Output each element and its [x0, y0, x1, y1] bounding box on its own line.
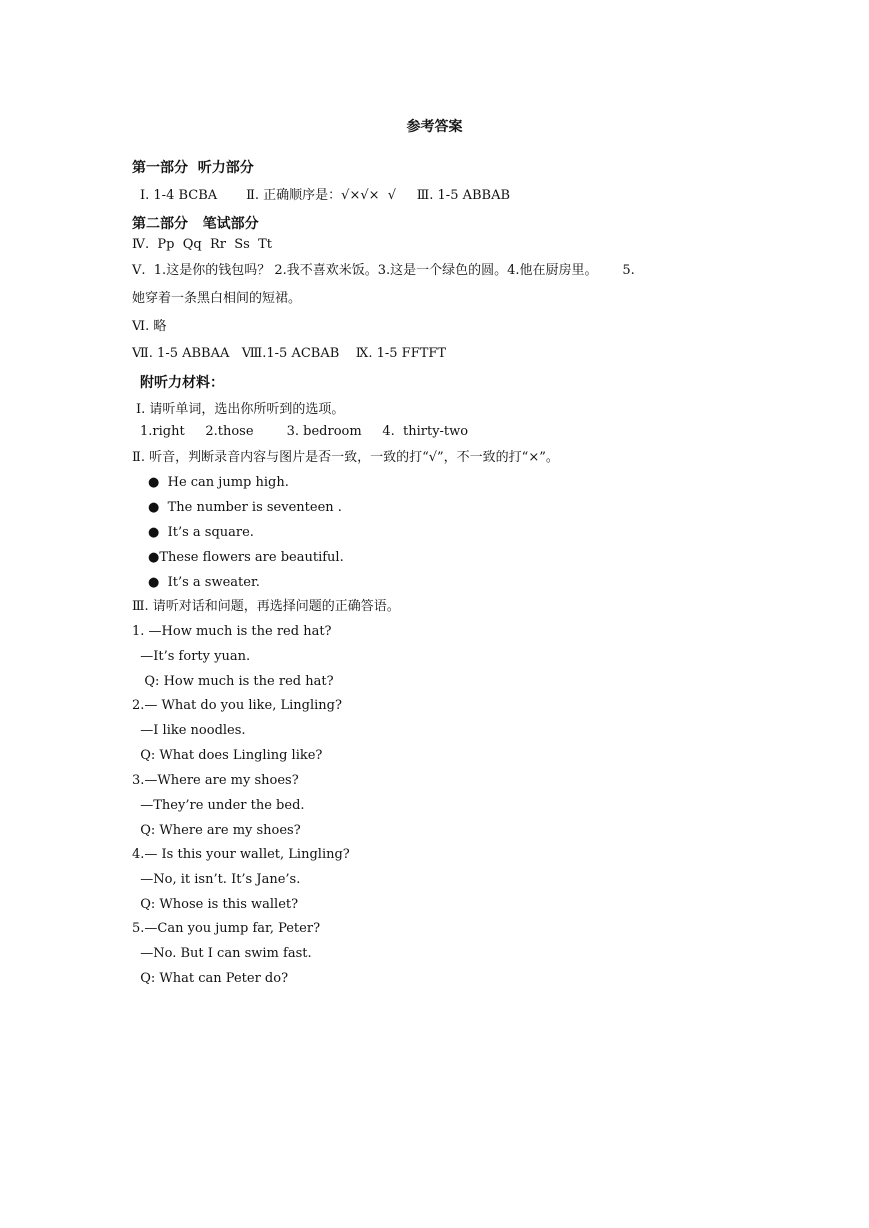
- dialogue-line: 5.—Can you jump far, Peter?: [132, 921, 321, 936]
- section2-instruction: Ⅱ. 听音，判断录音内容与图片是否一致，一致的打“√”，不一致的打“×”。: [132, 450, 559, 465]
- section1-instruction: Ⅰ. 请听单词，选出你所听到的选项。: [136, 402, 345, 417]
- answer-q7-9: Ⅶ. 1-5 ABBAA Ⅷ.1-5 ACBAB Ⅸ. 1-5 FFTFT: [132, 346, 447, 361]
- part2-heading: 第二部分 笔试部分: [132, 216, 259, 232]
- dialogue-line: —It’s forty yuan.: [132, 649, 251, 664]
- part1-answers: Ⅰ. 1-4 BCBA Ⅱ. 正确顺序是：√×√× √ Ⅲ. 1-5 ABBAB: [140, 188, 511, 203]
- section2-item: ● He can jump high.: [148, 475, 289, 490]
- dialogue-line: 1. —How much is the red hat?: [132, 624, 332, 639]
- dialogue-line: —I like noodles.: [132, 723, 246, 738]
- dialogue-line: —They’re under the bed.: [132, 798, 305, 813]
- section2-item: ● The number is seventeen .: [148, 500, 342, 515]
- section1-words: 1.right 2.those 3. bedroom 4. thirty-two: [140, 424, 469, 439]
- section2-item: ● It’s a sweater.: [148, 575, 260, 590]
- part1-heading: 第一部分 听力部分: [132, 160, 254, 176]
- answer-q4: Ⅳ. Pp Qq Rr Ss Tt: [132, 237, 272, 252]
- dialogue-line: Q: Whose is this wallet?: [132, 897, 299, 912]
- section2-item: ● It’s a square.: [148, 525, 254, 540]
- dialogue-line: 4.— Is this your wallet, Lingling?: [132, 847, 350, 862]
- listening-heading: 附听力材料：: [140, 375, 224, 391]
- dialogue-line: Q: What can Peter do?: [132, 971, 289, 986]
- answer-q5-line2: 她穿着一条黑白相间的短裙。: [132, 291, 302, 306]
- section3-instruction: Ⅲ. 请听对话和问题，再选择问题的正确答语。: [132, 599, 400, 614]
- answer-q5-line1: Ⅴ. 1.这是你的钱包吗？ 2.我不喜欢米饭。3.这是一个绿色的圆。4.他在厨房里。 5.: [132, 263, 635, 278]
- dialogue-line: Q: What does Lingling like?: [132, 748, 323, 763]
- page-title: 参考答案: [406, 119, 463, 135]
- answer-q6: Ⅵ. 略: [132, 319, 167, 334]
- dialogue-line: —No. But I can swim fast.: [132, 946, 312, 961]
- dialogue-line: Q: How much is the red hat?: [132, 674, 334, 689]
- section2-item: ●These flowers are beautiful.: [148, 550, 344, 565]
- dialogue-line: Q: Where are my shoes?: [132, 823, 301, 838]
- dialogue-line: 3.—Where are my shoes?: [132, 773, 299, 788]
- dialogue-line: —No, it isn’t. It’s Jane’s.: [132, 872, 301, 887]
- dialogue-line: 2.— What do you like, Lingling?: [132, 698, 342, 713]
